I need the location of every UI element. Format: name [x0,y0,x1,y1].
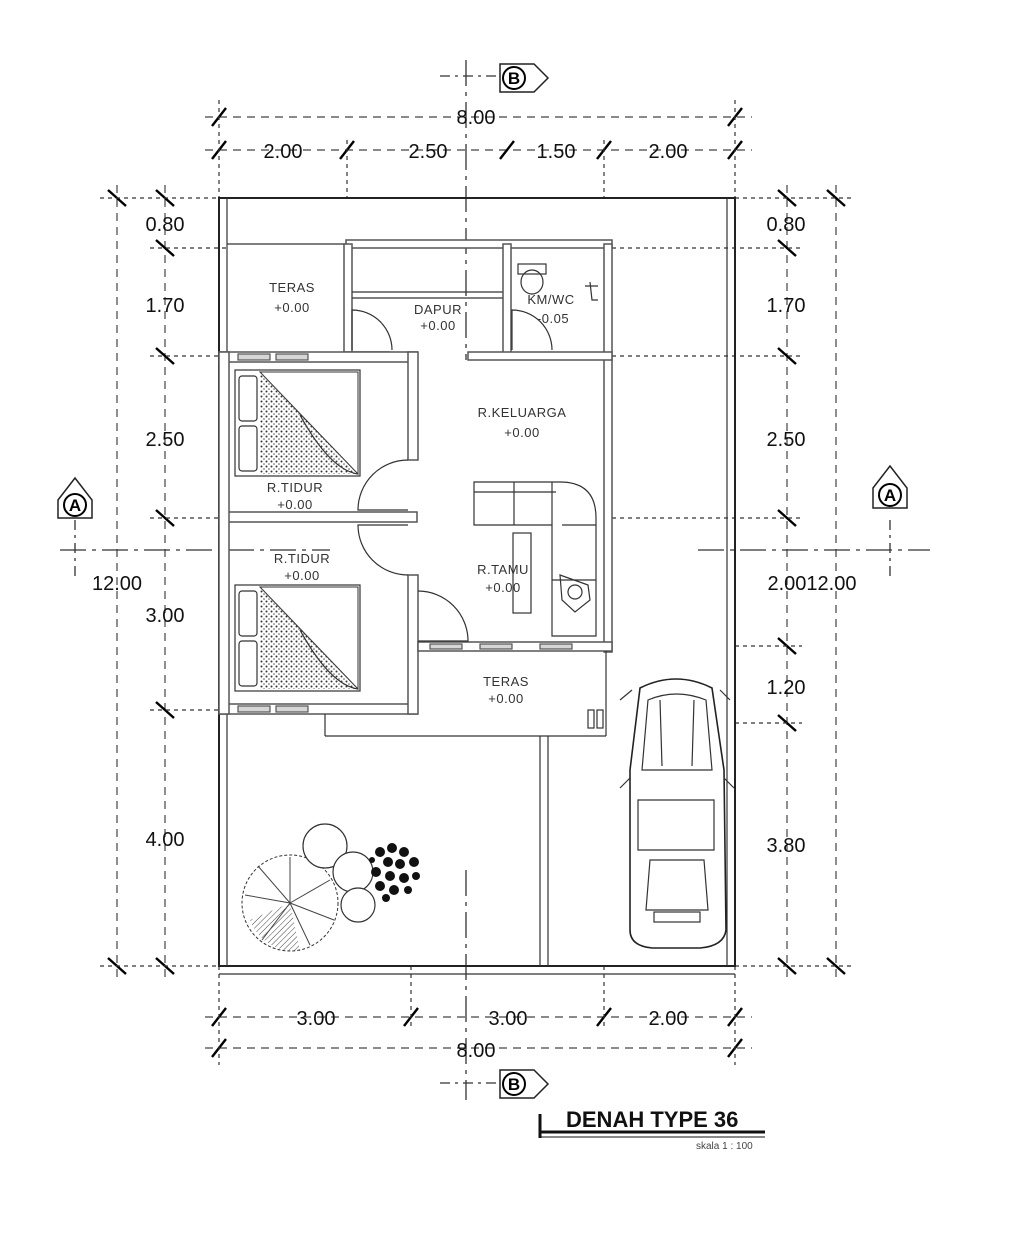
room-tamu-name: R.TAMU [477,562,529,577]
section-marker-a-left-label: A [68,496,82,515]
dim-left-seg-4: 3.00 [145,605,185,627]
dim-bottom-seg-2: 3.00 [488,1008,528,1030]
dim-right-seg-5: 3.80 [766,835,806,857]
dim-right-total: 2.0012.00 [767,573,857,595]
room-tidur-1-name: R.TIDUR [266,480,324,495]
dim-right-seg-3: 2.50 [766,429,806,451]
room-dapur-name: DAPUR [413,302,463,317]
room-kmwc-name: KM/WC [527,292,575,307]
dim-top-total: 8.00 [456,107,496,129]
dim-right-seg-1: 0.80 [766,214,806,236]
dim-left-seg-2: 1.70 [145,295,185,317]
room-teras-bottom-name: TERAS [483,674,529,689]
dim-top-seg-4: 2.00 [648,141,688,163]
garden-trees [242,824,420,951]
section-marker-b-top-label: B [507,69,521,88]
dim-top-seg-3: 1.50 [536,141,576,163]
dim-top-seg-1: 2.00 [263,141,303,163]
dim-left-seg-1: 0.80 [145,214,185,236]
car [620,679,734,948]
room-keluarga-name: R.KELUARGA [477,405,567,420]
section-marker-b-bottom-label: B [507,1075,521,1094]
room-tidur-2-level: +0.00 [284,568,320,583]
room-tidur-1-level: +0.00 [277,497,313,512]
dim-top-seg-2: 2.50 [408,141,448,163]
bed-2 [235,585,360,691]
room-tidur-2-name: R.TIDUR [273,551,331,566]
dim-left-total: 12.00 [91,573,143,595]
room-teras-bottom-level: +0.00 [488,691,524,706]
bed-1 [235,370,360,476]
dim-bottom-seg-3: 2.00 [648,1008,688,1030]
dim-bottom-total: 8.00 [456,1040,496,1062]
room-teras-top-name: TERAS [269,280,315,295]
drawing-title: DENAH TYPE 36 [566,1107,739,1132]
dim-left-seg-5: 4.00 [145,829,185,851]
dim-right-seg-4: 1.20 [766,677,806,699]
drawing-scale: skala 1 : 100 [696,1141,753,1152]
dim-bottom-seg-1: 3.00 [296,1008,336,1030]
room-kmwc-level: -0.05 [536,311,570,326]
room-keluarga-level: +0.00 [504,425,540,440]
section-marker-a-right-label: A [883,486,897,505]
dim-left-seg-3: 2.50 [145,429,185,451]
room-tamu-level: +0.00 [485,580,521,595]
room-teras-top-level: +0.00 [274,300,310,315]
dim-right-seg-2: 1.70 [766,295,806,317]
room-dapur-level: +0.00 [420,318,456,333]
sofa-set [474,482,596,636]
